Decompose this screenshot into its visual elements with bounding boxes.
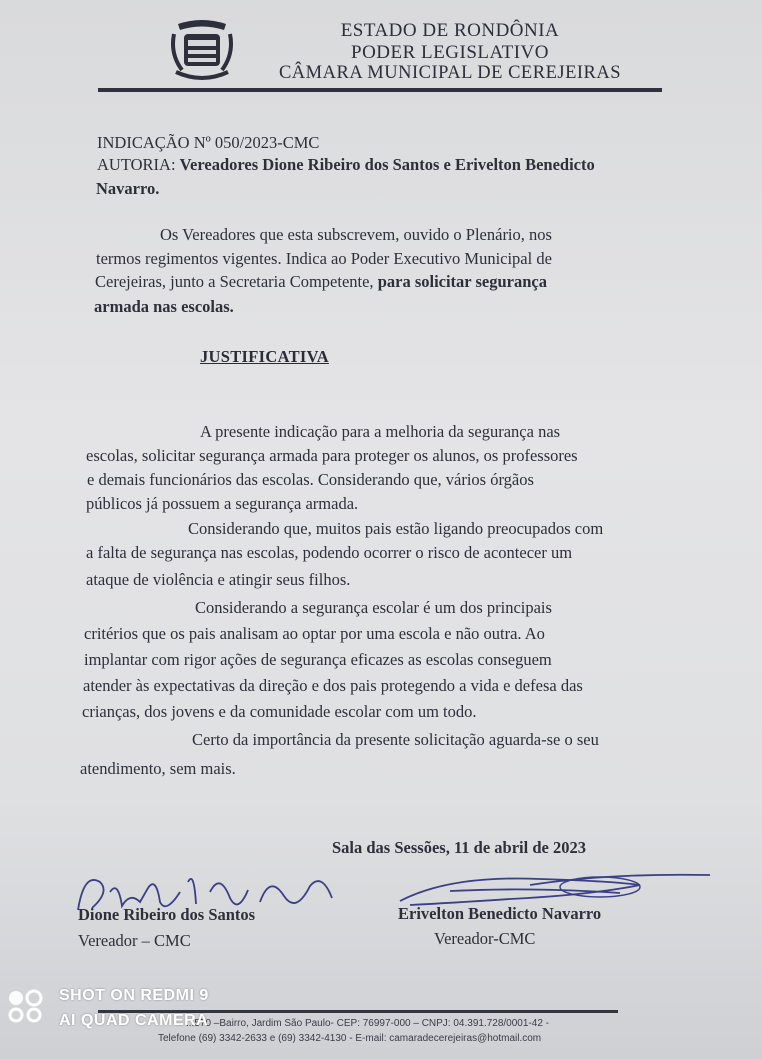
p4-line-1: Certo da importância da presente solicitação aguarda-se o seu [192,730,599,749]
p2-line-3: ataque de violência e atingir seus filhos. [86,570,351,589]
justificativa-title: JUSTIFICATIVA [200,347,329,366]
p1-line-1: A presente indicação para a melhoria da segurança nas [200,422,561,441]
footer-contact: Telefone (69) 3342-2633 e (69) 3342-4130 - E-mail: camaradecerejeiras@hotmail.com [158,1033,542,1044]
p3-line-1: Considerando a segurança escolar é um dos principais [195,598,552,617]
intro-line-2: termos regimentos vigentes. Indica ao Poder Executivo Municipal de [96,249,552,268]
header-chamber: CÂMARA MUNICIPAL DE CEREJEIRAS [278,63,622,83]
intro-line-1: Os Vereadores que esta subscrevem, ouvido o Plenário, nos [160,225,552,244]
intro-line-4: armada nas escolas. [94,297,234,316]
footer-address: ...570 –Bairro, Jardim São Paulo- CEP: 76997-000 – CNPJ: 04.391.728/0001-42 - [186,1018,549,1029]
p1-line-2: escolas, solicitar segurança armada para proteger os alunos, os professores [86,446,578,465]
p3-line-4: atender às expectativas da direção e dos pais protegendo a vida e defesa das [83,676,583,695]
header-power: PODER LEGISLATIVO [351,42,549,63]
p1-line-3: e demais funcionários das escolas. Considerando que, vários órgãos [87,470,534,489]
p3-line-3: implantar com rigor ações de segurança eficazes as escolas conseguem [84,650,552,669]
intro-line-3 [95,272,547,292]
intro-request: para solicitar segurança [377,272,547,291]
p2-line-2: a falta de segurança nas escolas, podendo ocorrer o risco de acontecer um [86,543,573,562]
autoria-continuation: Navarro. [96,179,160,198]
signature-left-name: Dione Ribeiro dos Santos [78,905,256,924]
municipal-emblem-icon [168,14,236,84]
autoria-line [97,155,595,175]
p4-line-2: atendimento, sem mais. [80,759,236,778]
autoria-label: AUTORIA: [97,155,176,174]
signature-left-role: Vereador – CMC [78,931,191,950]
watermark-line-1: SHOT ON REDMI 9 [59,987,209,1004]
watermark-line-2: AI QUAD CAMERA [59,1012,209,1029]
intro-line-3-text: Cerejeiras, junto a Secretaria Competente, [95,272,378,291]
signature-right-role: Vereador-CMC [434,929,536,948]
header-divider [98,88,662,92]
indicacao-number: INDICAÇÃO Nº 050/2023-CMC [97,133,320,152]
p3-line-2: critérios que os pais analisam ao optar por uma escola e não outra. Ao [84,624,545,643]
signature-right-name: Erivelton Benedicto Navarro [398,904,602,923]
date-line: Sala das Sessões, 11 de abril de 2023 [332,838,586,857]
p1-line-4: públicos já possuem a segurança armada. [86,494,359,513]
p3-line-5: crianças, dos jovens e da comunidade escolar com um todo. [82,702,477,721]
autoria-authors: Vereadores Dione Ribeiro dos Santos e Erivelton Benedicto [179,155,595,174]
p2-line-1: Considerando que, muitos pais estão ligando preocupados com [188,519,604,538]
header-state: ESTADO DE RONDÔNIA [340,20,560,41]
camera-lens-icon [6,989,46,1023]
